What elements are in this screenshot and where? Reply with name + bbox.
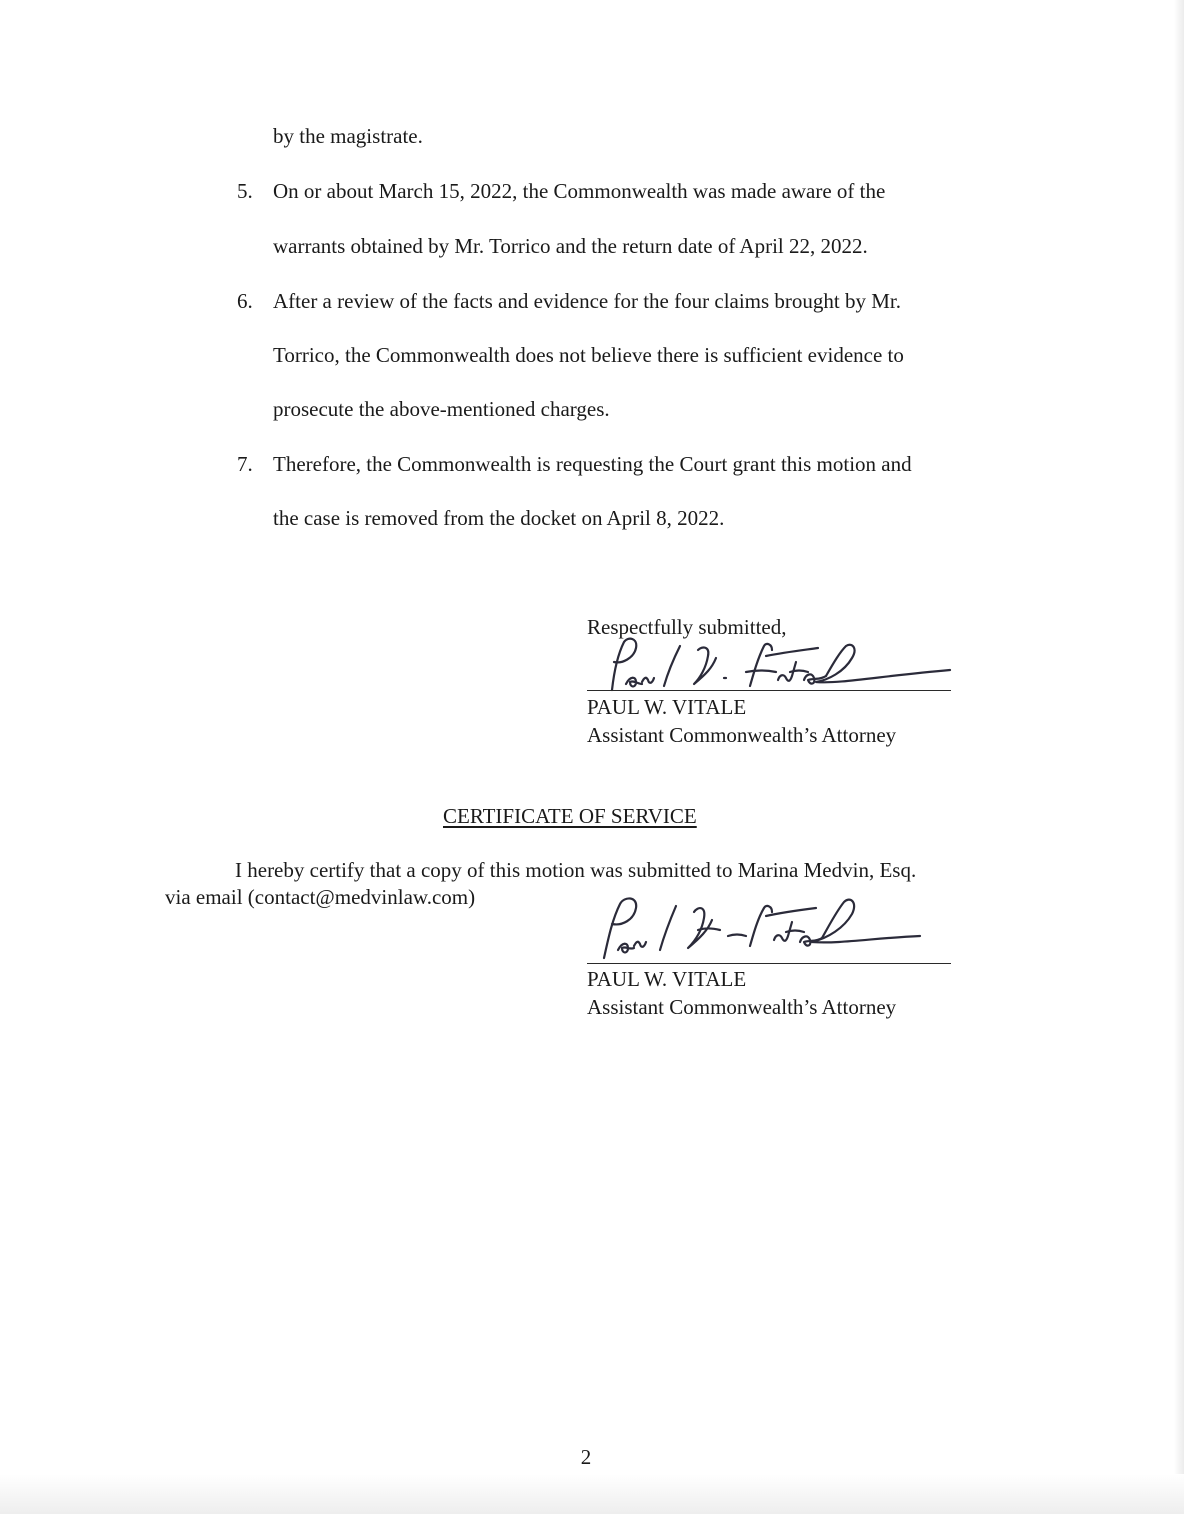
item-line: Therefore, the Commonwealth is requesting the Court grant this motion and [273, 452, 912, 476]
certificate-heading: CERTIFICATE OF SERVICE [443, 804, 697, 828]
page-number: 2 [580, 1445, 592, 1469]
certificate-text-line: via email (contact@medvinlaw.com) [165, 885, 476, 909]
item-line: warrants obtained by Mr. Torrico and the return date of April 22, 2022. [273, 234, 868, 258]
item-number: 5. [237, 179, 253, 203]
closing-text: Respectfully submitted, [587, 615, 787, 639]
scan-edge [1174, 0, 1184, 1514]
signature-line [587, 963, 951, 964]
item-line: On or about March 15, 2022, the Commonwealth was made aware of the [273, 179, 886, 203]
item-number: 6. [237, 289, 253, 313]
signer-title: Assistant Commonwealth’s Attorney [587, 723, 897, 747]
item-line: prosecute the above-mentioned charges. [273, 397, 610, 421]
item-line: After a review of the facts and evidence for the four claims brought by Mr. [273, 289, 902, 313]
signature-line [587, 690, 951, 691]
scan-edge [0, 1474, 1184, 1514]
item-line: the case is removed from the docket on April 8, 2022. [273, 506, 725, 530]
signer-title: Assistant Commonwealth’s Attorney [587, 995, 897, 1019]
signer-name: PAUL W. VITALE [587, 967, 747, 991]
handwritten-signature [590, 890, 930, 964]
continuation-line: by the magistrate. [273, 124, 423, 148]
item-number: 7. [237, 452, 253, 476]
handwritten-signature [590, 632, 960, 696]
certificate-text-line: I hereby certify that a copy of this motion was submitted to Marina Medvin, Esq. [235, 858, 917, 882]
signer-name: PAUL W. VITALE [587, 695, 747, 719]
item-line: Torrico, the Commonwealth does not believe there is sufficient evidence to [273, 343, 904, 367]
